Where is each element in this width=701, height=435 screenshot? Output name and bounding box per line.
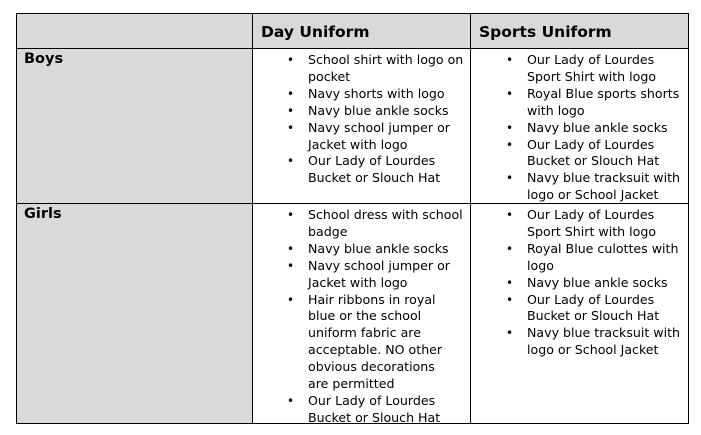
list-girls-sports <box>527 207 683 359</box>
header-cell-day-uniform <box>252 13 471 49</box>
header-cell-sports-uniform <box>470 13 689 49</box>
list-boys-day <box>308 52 468 187</box>
header-sports-uniform: Sports Uniform <box>479 23 612 41</box>
list-item: • Navy blue tracksuit with logo or School Jacket <box>527 170 683 204</box>
uniform-table <box>16 13 689 424</box>
list-item: • Navy blue ankle socks <box>527 275 683 292</box>
list-item: • Navy school jumper or Jacket with logo <box>308 258 468 292</box>
cell-boys-sports <box>470 48 689 204</box>
cell-girls-sports <box>470 203 689 424</box>
list-item: • Navy blue ankle socks <box>308 241 468 258</box>
cell-girls-day <box>252 203 471 424</box>
row-label-girls: Girls <box>24 206 62 222</box>
cell-boys-day <box>252 48 471 204</box>
list-item: • Navy blue ankle socks <box>527 120 683 137</box>
row-label-boys: Boys <box>24 51 64 67</box>
list-girls-day <box>308 207 468 427</box>
header-day-uniform: Day Uniform <box>261 23 370 41</box>
list-item: • School dress with school badge <box>308 207 468 241</box>
list-item: • Navy blue ankle socks <box>308 103 468 120</box>
list-item: • Our Lady of Lourdes Bucket or Slouch Hat <box>308 153 468 187</box>
list-item: • Our Lady of Lourdes Sport Shirt with logo <box>527 52 683 86</box>
header-cell-empty <box>16 13 253 49</box>
list-item: • Our Lady of Lourdes Bucket or Slouch Hat <box>527 137 683 171</box>
list-boys-sports <box>527 52 683 204</box>
list-item: • Hair ribbons in royal blue or the school uniform fabric are acceptable. NO other obvious decorations are permitted <box>308 292 458 393</box>
list-item: • Our Lady of Lourdes Bucket or Slouch Hat <box>308 393 468 427</box>
list-item: • Our Lady of Lourdes Bucket or Slouch Hat <box>527 292 683 326</box>
row-label-cell-girls <box>16 203 253 424</box>
row-label-cell-boys <box>16 48 253 204</box>
list-item: • Our Lady of Lourdes Sport Shirt with logo <box>527 207 683 241</box>
list-item: • Navy shorts with logo <box>308 86 468 103</box>
list-item: • Royal Blue sports shorts with logo <box>527 86 683 120</box>
list-item: • School shirt with logo on pocket <box>308 52 468 86</box>
list-item: • Navy blue tracksuit with logo or School Jacket <box>527 325 683 359</box>
list-item: • Navy school jumper or Jacket with logo <box>308 120 468 154</box>
list-item: • Royal Blue culottes with logo <box>527 241 683 275</box>
